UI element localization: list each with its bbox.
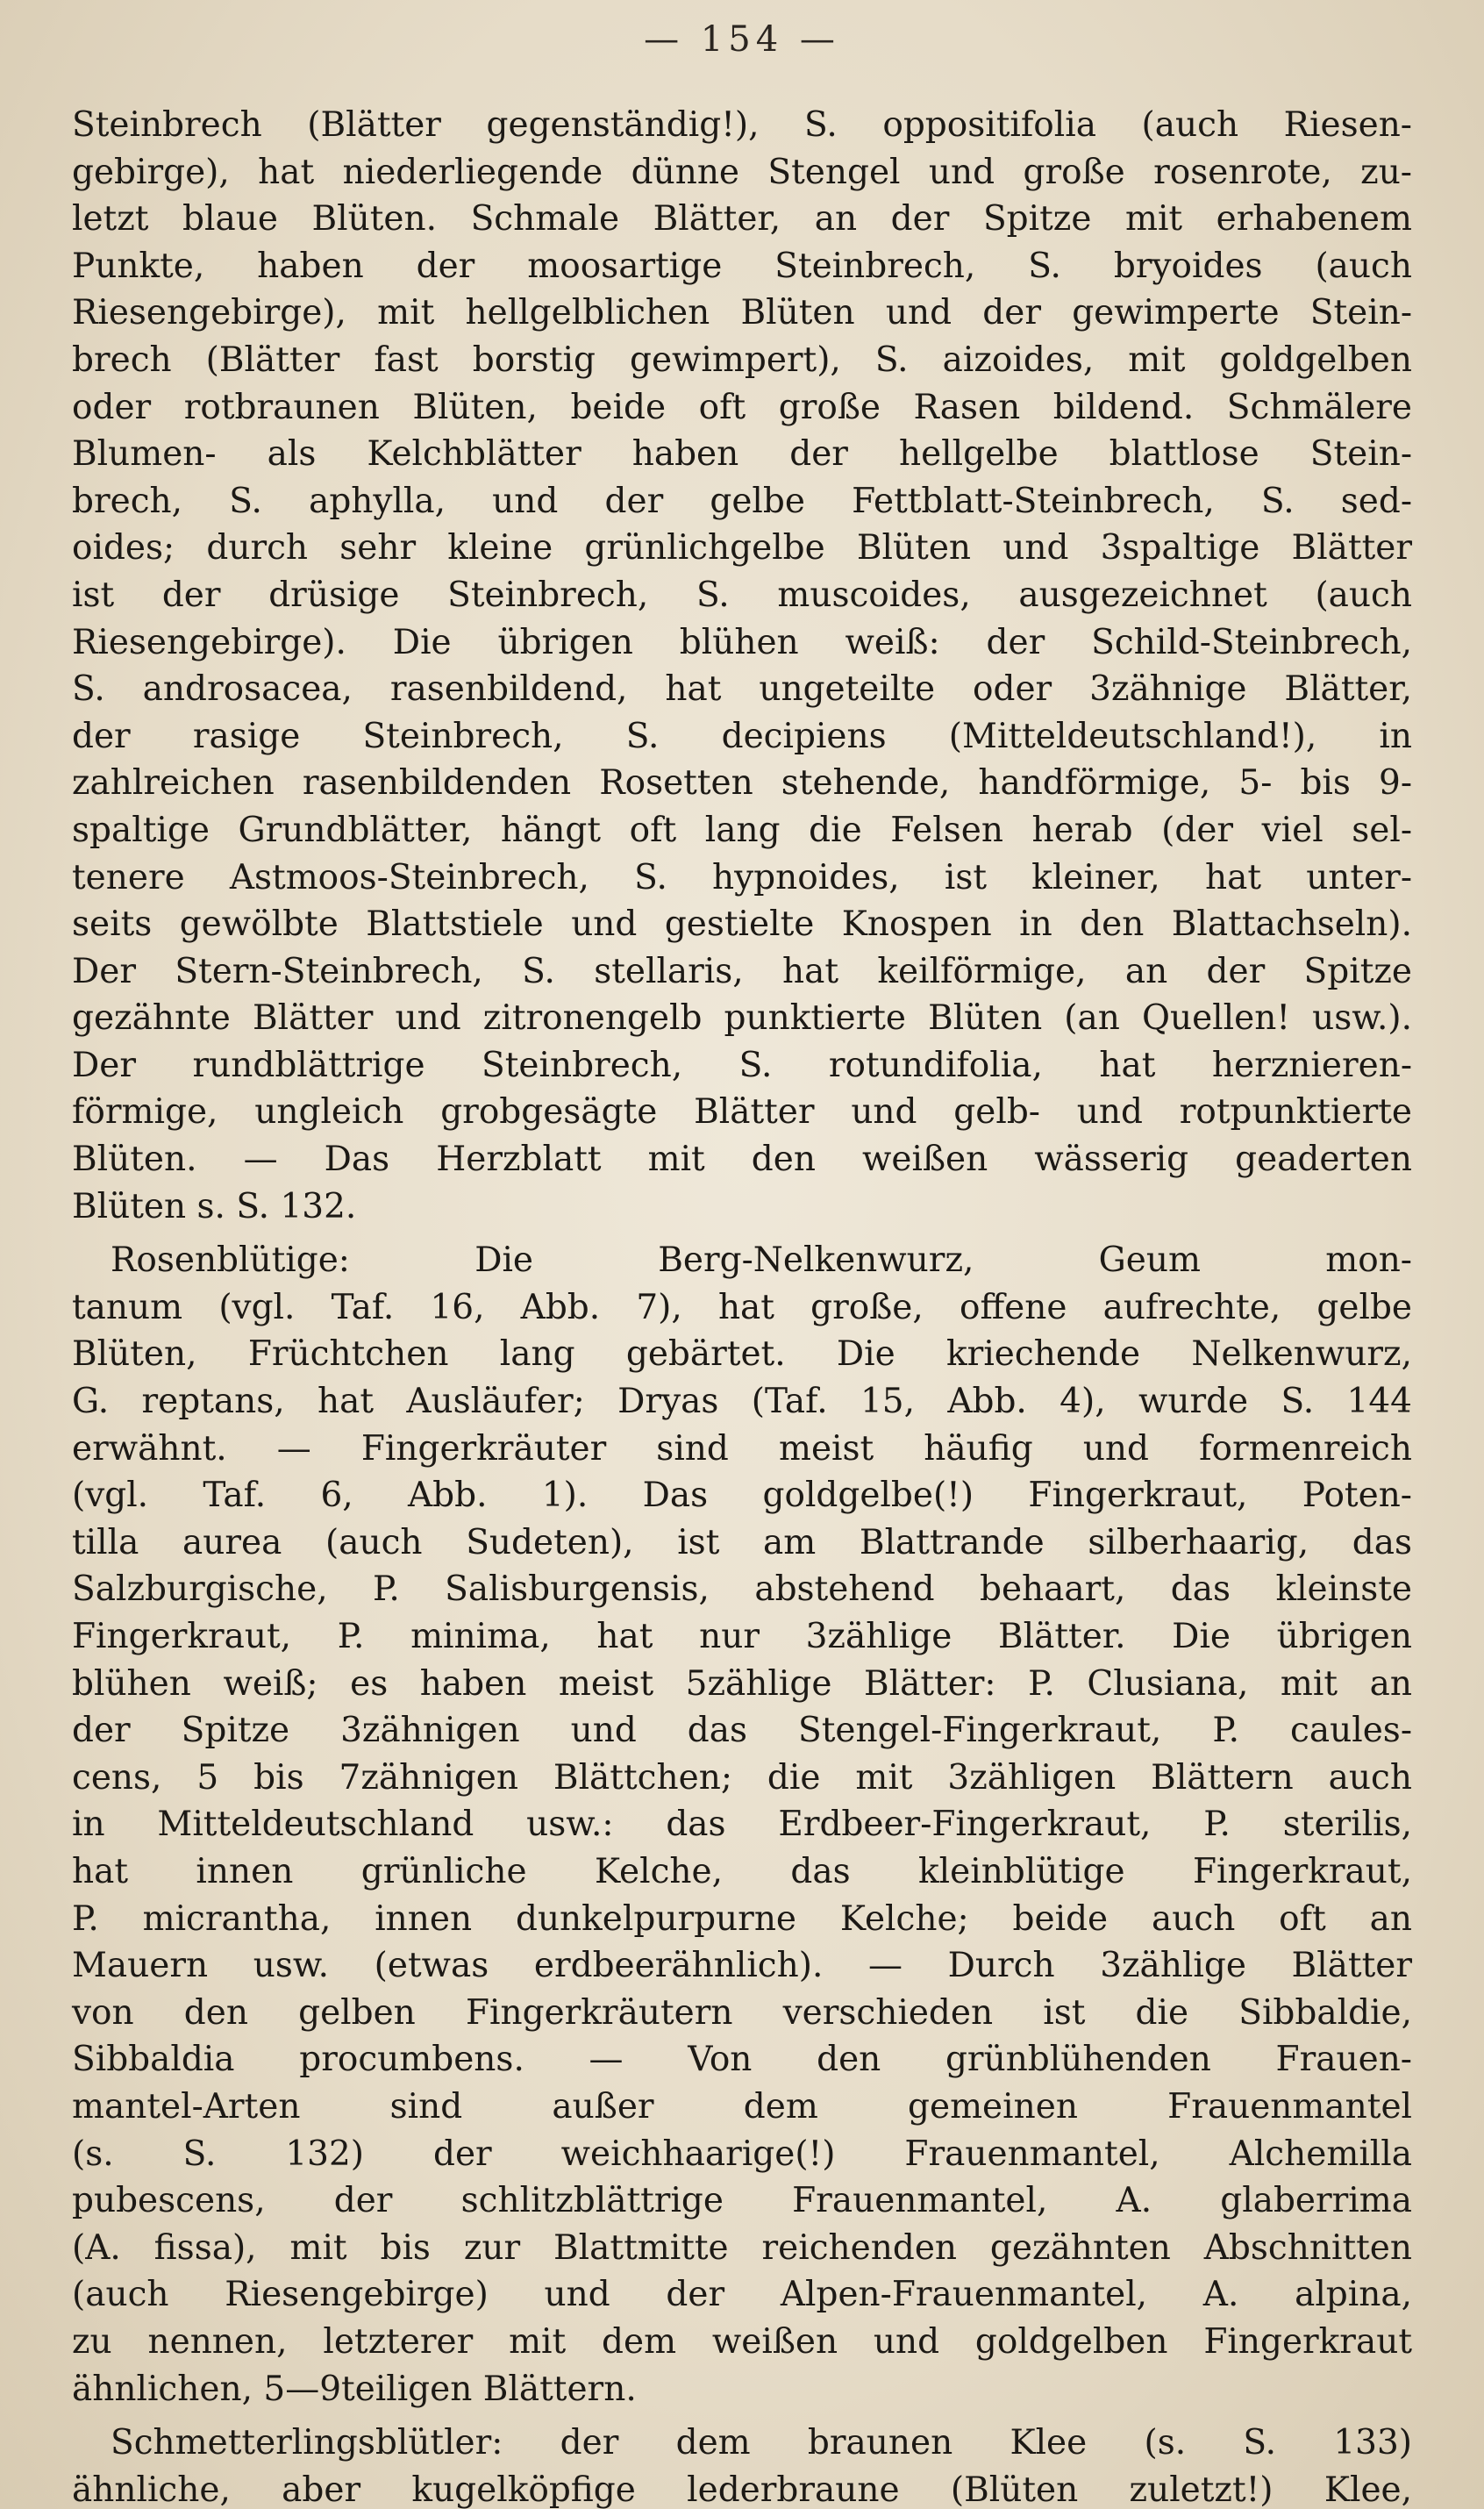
text-line: Salzburgische, P. Salisburgensis, abstehend behaart, das kleinste: [72, 1569, 1412, 1610]
text-line: förmige, ungleich grobgesägte Blätter und gelb- und rotpunktierte: [72, 1092, 1412, 1133]
text-line: erwähnt. — Fingerkräuter sind meist häufig und formenreich: [72, 1428, 1412, 1469]
text-line: Fingerkraut, P. minima, hat nur 3zählige Blätter. Die übrigen: [72, 1617, 1412, 1656]
text-line: G. reptans, hat Ausläufer; Dryas (Taf. 15, Abb. 4), wurde S. 144: [72, 1382, 1412, 1422]
paragraph-gap: [72, 1230, 1412, 1237]
text-line: (vgl. Taf. 6, Abb. 1). Das goldgelbe(!) Fingerkraut, Poten-: [72, 1476, 1412, 1516]
text-line: brech, S. aphylla, und der gelbe Fettblatt-Steinbrech, S. sed-: [72, 481, 1412, 521]
text-line: Der Stern-Steinbrech, S. stellaris, hat keilförmige, an der Spitze: [72, 951, 1412, 991]
paragraph: [72, 102, 1412, 1230]
text-line: letzt blaue Blüten. Schmale Blätter, an der Spitze mit erhabenem: [72, 199, 1412, 239]
paragraph-gap: [72, 2412, 1412, 2420]
text-line: oides; durch sehr kleine grünlichgelbe Blüten und 3spaltige Blätter: [72, 528, 1412, 568]
text-line: mantel-Arten sind außer dem gemeinen Frauenmantel: [72, 2086, 1412, 2127]
page-number: — 154 —: [644, 19, 840, 60]
text-line: der Spitze 3zähnigen und das Stengel-Fingerkraut, P. caules-: [72, 1711, 1412, 1751]
text-line: gezähnte Blätter und zitronengelb punktierte Blüten (an Quellen! usw.).: [72, 998, 1412, 1039]
text-line: Schmetterlingsblütler: der dem braunen Klee (s. S. 133): [111, 2423, 1412, 2463]
text-line: (s. S. 132) der weichhaarige(!) Frauenmantel, Alchemilla: [72, 2134, 1412, 2174]
paragraph: [72, 2420, 1412, 2509]
text-line: Mauern usw. (etwas erdbeerähnlich). — Durch 3zählige Blätter: [72, 1946, 1412, 1986]
text-line: P. micrantha, innen dunkelpurpurne Kelche; beide auch oft an: [72, 1898, 1412, 1939]
text-line: zahlreichen rasenbildenden Rosetten stehende, handförmige, 5- bis 9-: [72, 763, 1412, 804]
text-line: Punkte, haben der moosartige Steinbrech, S. bryoides (auch: [72, 246, 1412, 286]
text-line: tilla aurea (auch Sudeten), ist am Blattrande silberhaarig, das: [72, 1522, 1412, 1562]
text-line: ist der drüsige Steinbrech, S. muscoides, ausgezeichnet (auch: [72, 575, 1412, 615]
text-line: Riesengebirge). Die übrigen blühen weiß: der Schild-Steinbrech,: [72, 622, 1412, 662]
text-line: der rasige Steinbrech, S. decipiens (Mitteldeutschland!), in: [72, 716, 1412, 756]
text-line: tenere Astmoos-Steinbrech, S. hypnoides, ist kleiner, hat unter-: [72, 857, 1412, 897]
text-line: seits gewölbte Blattstiele und gestielte Knospen in den Blattachseln).: [72, 904, 1412, 945]
text-line: pubescens, der schlitzblättrige Frauenmantel, A. glaberrima: [72, 2181, 1412, 2221]
paragraph: [72, 1237, 1412, 2412]
text-line: gebirge), hat niederliegende dünne Stengel und große rosenrote, zu-: [72, 152, 1412, 192]
text-line: tanum (vgl. Taf. 16, Abb. 7), hat große, offene aufrechte, gelbe: [72, 1287, 1412, 1327]
text-line: brech (Blätter fast borstig gewimpert), S. aizoides, mit goldgelben: [72, 340, 1412, 380]
text-line: Blüten. — Das Herzblatt mit den weißen wässerig geaderten: [72, 1140, 1412, 1180]
text-line: Steinbrech (Blätter gegenständig!), S. oppositifolia (auch Riesen-: [72, 105, 1412, 145]
text-line: (A. fissa), mit bis zur Blattmitte reichenden gezähnten Abschnitten: [72, 2227, 1412, 2268]
text-line: von den gelben Fingerkräutern verschieden ist die Sibbaldie,: [72, 1992, 1412, 2033]
text-line: Der rundblättrige Steinbrech, S. rotundifolia, hat herznieren-: [72, 1045, 1412, 1085]
text-line: (auch Riesengebirge) und der Alpen-Frauenmantel, A. alpina,: [72, 2275, 1412, 2315]
text-line: Sibbaldia procumbens. — Von den grünblühenden Frauen-: [72, 2040, 1412, 2080]
text-line: ähnlichen, 5—9teiligen Blättern.: [72, 2369, 637, 2409]
text-line: zu nennen, letzterer mit dem weißen und goldgelben Fingerkraut: [72, 2321, 1412, 2362]
text-line: oder rotbraunen Blüten, beide oft große Rasen bildend. Schmälere: [72, 387, 1412, 427]
text-line: in Mitteldeutschland usw.: das Erdbeer-Fingerkraut, P. sterilis,: [72, 1805, 1412, 1845]
text-line: hat innen grünliche Kelche, das kleinblütige Fingerkraut,: [72, 1851, 1412, 1891]
text-line: spaltige Grundblätter, hängt oft lang die Felsen herab (der viel sel-: [72, 810, 1412, 850]
text-line: Blüten s. S. 132.: [72, 1186, 357, 1226]
text-line: cens, 5 bis 7zähnigen Blättchen; die mit 3zähligen Blättern auch: [72, 1757, 1412, 1798]
text-line: Blüten, Früchtchen lang gebärtet. Die kriechende Nelkenwurz,: [72, 1334, 1412, 1375]
text-line: blühen weiß; es haben meist 5zählige Blätter: P. Clusiana, mit an: [72, 1663, 1412, 1704]
text-line: ähnliche, aber kugelköpfige lederbraune (Blüten zuletzt!) Klee,: [72, 2470, 1412, 2509]
text-line: Rosenblütige: Die Berg-Nelkenwurz, Geum mon-: [111, 1240, 1412, 1281]
text-line: S. androsacea, rasenbildend, hat ungeteilte oder 3zähnige Blätter,: [72, 669, 1412, 710]
text-line: Blumen- als Kelchblätter haben der hellgelbe blattlose Stein-: [72, 434, 1412, 475]
text-line: Riesengebirge), mit hellgelblichen Blüten und der gewimperte Stein-: [72, 293, 1412, 333]
page-body: [72, 102, 1412, 2509]
